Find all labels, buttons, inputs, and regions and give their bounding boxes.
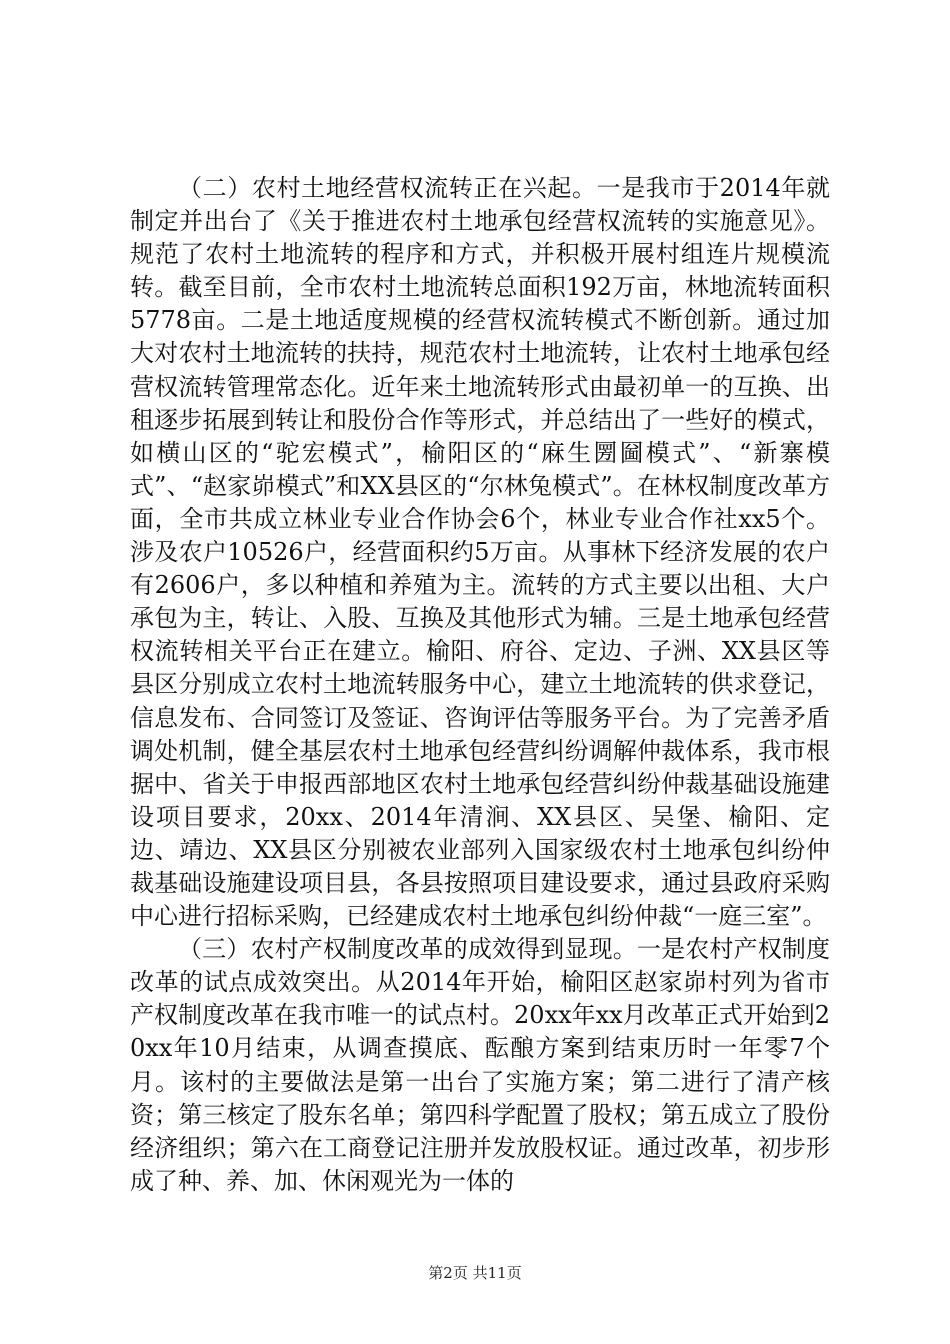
document-body <box>130 172 830 1198</box>
page-number-footer: 第2页 共11页 <box>428 1264 522 1282</box>
paragraph-land-transfer: （二）农村土地经营权流转正在兴起。一是我市于2014年就制定并出台了《关于推进农村土地承包经营权流转的实施意见》。规范了农村土地流转的程序和方式，并积极开展村组连片规模流转。截至目前，全市农村土地流转总面积192万亩，林地流转面积5778亩。二是土地适度规模的经营权流转模式不断创新。通过加大对农村土地流转的扶持，规范农村土地流转，让农村土地承包经营权流转管理常态化。近年来土地流转形式由最初单一的互换、出租逐步拓展到转让和股份合作等形式，并总结出了一些好的模式，如横山区的“驼宏模式”，榆阳区的“麻生圐圙模式”、“新寨模式”、“赵家峁模式”和XX县区的“尔林兔模式”。在林权制度改革方面，全市共成立林业专业合作协会6个，林业专业合作社xx5个。涉及农户10526户，经营面积约5万亩。从事林下经济发展的农户有2606户，多以种植和养殖为主。流转的方式主要以出租、大户承包为主，转让、入股、互换及其他形式为辅。三是土地承包经营权流转相关平台正在建立。榆阳、府谷、定边、子洲、XX县区等县区分别成立农村土地流转服务中心，建立土地流转的供求登记，信息发布、合同签订及签证、咨询评估等服务平台。为了完善矛盾调处机制，健全基层农村土地承包经营纠纷调解仲裁体系，我市根据中、省关于申报西部地区农村土地承包经营纠纷仲裁基础设施建设项目要求，20xx、2014年清涧、XX县区、吴堡、榆阳、定边、靖边、XX县区分别被农业部列入国家级农村土地承包纠纷仲裁基础设施建设项目县，各县按照项目建设要求，通过县政府采购中心进行招标采购，已经建成农村土地承包纠纷仲裁“一庭三室”。 <box>130 174 830 931</box>
paragraph-property-reform: （三）农村产权制度改革的成效得到显现。一是农村产权制度改革的试点成效突出。从2014年开始，榆阳区赵家峁村列为省市产权制度改革在我市唯一的试点村。20xx年xx月改革正式开始到20xx年10月结束，从调查摸底、酝酿方案到结束历时一年零7个月。该村的主要做法是第一出台了实施方案；第二进行了清产核资；第三核定了股东名单；第四科学配置了股权；第五成立了股份经济组织；第六在工商登记注册并发放股权证。通过改革，初步形成了种、养、加、休闲观光为一体的 <box>130 935 830 1195</box>
